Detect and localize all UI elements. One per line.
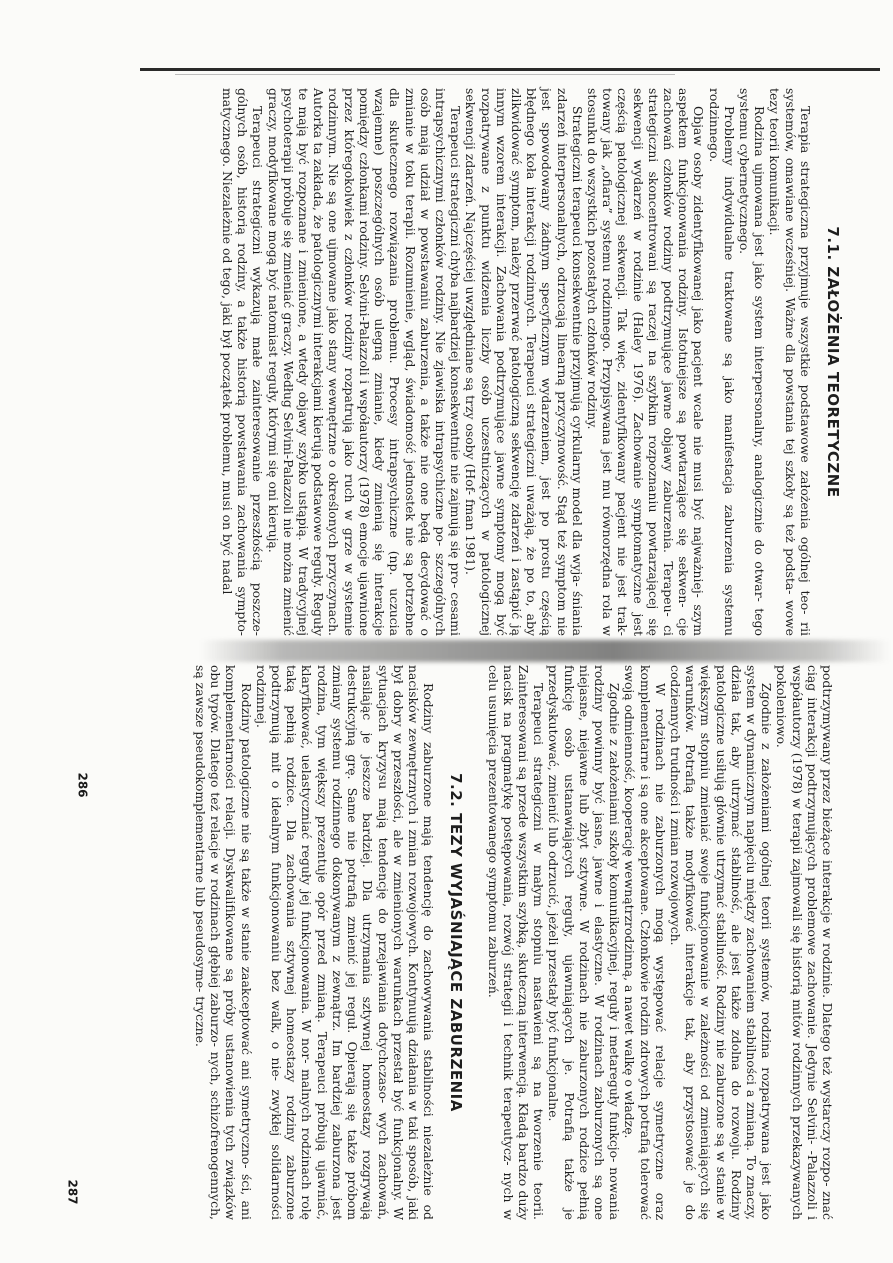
paragraph: Strategiczni terapeuci konsekwentnie przyjmują cyrkularny model dla wyja- śniania zdarzeń interpersonalnych, odrzucają linearną przyczynowość. Stąd też symptom nie jest spowodowany żadnym specyficznym wydarzeniem, jest po prostu częścią błędnego koła interakcji rodzinnych. Terapeuci strategiczni uważają, że po to, aby zlikwidować symptom, należy przerwać patologiczną sekwencję zdarzeń i zastąpić ją innym wzorem interakcji. Zachowania podtrzymujące jawne symptomy mogą być rozpatrywane z punktu widzenia liczby osób uczestniczących w patologicznej sekwencji zdarzeń. Najczęściej uwzględniane są trzy osoby (Hof- fman 1981). [463, 88, 585, 636]
paragraph: Terapia strategiczna przyjmuje wszystkie podstawowe założenia ogólnej teo- rii systemów, omawiane wcześniej. Ważne dla powstania tej szkoły są też podsta- wowe tezy teorii komunikacji. [767, 88, 813, 636]
paragraph: Terapeuci strategiczni wykazują małe zainteresowanie przeszłością poszcze- gólnych osób, historią rodziny, a także historią powstawania zachowania sympto- matycznego. Niezależnie od tego, jaki był początek problemu, musi on być nadal [220, 88, 266, 636]
page-number-287: 287 [65, 1179, 80, 1205]
top-rule [140, 68, 880, 71]
paragraph: Rodziny zaburzone mają tendencję do zachowywania stabilności niezależnie od nacisków zewnętrznych i zmian rozwojowych. Kontynuują działania w taki sposób, jaki był dobry w przeszłości, ale w zmienionych warunkach przestał być funkcjonalny. W sytuacjach kryzysu mają tendencję do przejawiania dotychczaso- wych zachowań, nasilając je jeszcze bardziej. Dla utrzymania sztywnej homeostazy rozgrywają destrukcyjną grę. Same nie potrafią zmienić jej reguł. Opierają się także próbom zmiany systemu rodzinnego dokonywanym z zewnątrz. Im bardziej zaburzona jest rodzina, tym większy prezentuje opór przed zmianą. Terapeuci próbują ujawniać, klaryfikować, uelastyczniać reguły jej funkcjonowania. W nor- malnych rodzinach rolę taką pełnią rodzice. Dla zachowania sztywnej homeostazy rodziny zaburzone podtrzymują mit o idealnym funkcjonowaniu bez walk, o nie- zwykłej solidarności rodzinnej. [253, 665, 437, 1220]
paragraph: Rodziny patologiczne nie są także w stanie zaakceptować ani symetryczno- ści, ani komplementarności relacji. Dyskwalifikowane są próby ustanowienia tych związków obu typów. Dlatego też relacje w rodzinach głębiej zaburzo- nych, schizofrenogennych, są zawsze pseudokomplementarne lub pseudosyme- tryczne. [193, 665, 254, 1220]
paragraph: Terapeuci strategiczni chyba najbardziej konsekwentnie nie zajmują się pro- cesami intrapsychicznymi członków rodziny. Nie zjawiska intrapsychiczne po- szczególnych osób mają udział w powstawaniu zaburzenia, a także nie one będą decydować o zmianie w toku terapii. Rozumienie, wgląd, świadomość jednostek nie są potrzebne dla skutecznego rozwiązania problemu. Procesy intrapsychiczne (np. uczucia wzajemne) poszczególnych osób ulegną zmianie, kiedy zmienią się interakcje pomiędzy członkami rodziny. Selvini-Palazzoli i współautorzy (1978) emocje ujawnione przez któregokolwiek z członków rodziny rozpatrują jako ruch w grze w systemie rodzinnym. Nie są one ujmowane jako stany wewnętrzne o określonych przyczynach. Autorka ta zakłada, że patologicznymi interakcjami kierują podstawowe reguły. Reguły te mają być rozpoznane i zmienione, a wtedy objawy szybko ustąpią. W tradycyjnej psychoterapii próbuje się zmieniać graczy. Według Selvini-Palazzoli nie można zmienić graczy, modyfikowane mogą być natomiast reguły, którymi się oni kierują. [265, 88, 464, 636]
paragraph: Zgodnie z założeniami szkoły komunikacyjnej, reguły i metareguły funkcjo- nowania rodziny powinny być jasne, jawne i elastyczne. W rodzinach zaburzonych są one niejasne, niejawne lub zbyt sztywne. W rodzinach nie zaburzonych rodzice pełnią funkcję osób ustanawiających reguły, ujawniających je. Potrafią także je przedyskutować, zmienić lub odrzucić, jeżeli przestały być funkcjonalne. [546, 665, 623, 1220]
paragraph: Objaw osoby zidentyfikowanej jako pacjent wcale nie musi być najważniej- szym aspektem funkcjonowania rodziny. Istotniejsze są powtarzające się sekwen- cje zachowań członków rodziny podtrzymujące jawne objawy zaburzenia. Terapeu- ci strategiczni skoncentrowani są raczej na szybkim rozpoznaniu powtarzającej się sekwencji wydarzeń w rodzinie (Haley 1976). Zachowanie symptomatyczne jest częścią patologicznej sekwencji. Tak więc, zidentyfikowany pacjent nie jest trak- towany jak „ofiara” systemu rodzinnego. Przypisywana jest mu równorzędna rola w stosunku do wszystkich pozostałych członków rodziny. [584, 88, 707, 636]
section-heading-7-1: 7.1. ZAŁOŻENIA TEORETYCZNE [824, 226, 842, 498]
paragraph: W rodzinach nie zaburzonych mogą występować relacje symetryczne oraz komplementarne i są one akceptowane. Członkowie rodzin zdrowych potrafią tolerować swoją odmienność, kooperację wewnątrzrodzinną, a nawet walkę o władzę. [622, 665, 668, 1220]
paragraph: Terapeuci strategiczni w małym stopniu nastawieni są na tworzenie teorii. Zainteresowani są przede wszystkim szybką, skuteczną interwencją. Kładą bardzo duży nacisk na pragmatykę postępowania, rozwój strategii i technik terapeutycz- nych w celu usunięcia prezentowanego symptomu zaburzeń. [485, 665, 547, 1220]
paragraph: Problemy indywidualne traktowane są jako manifestacja zaburzenia systemu rodzinnego. [706, 88, 737, 636]
paragraph: podtrzymywany przez bieżące interakcje w rodzinie. Dlatego też wystarczy rozpo- znać ciąg interakcji podtrzymujących problemowe zachowanie. Jedynie Selvini- -Palazzoli i współautorzy (1978) w terapii zajmowali się historią mitów rodzinnych przekazywanych pokoleniowo. [774, 665, 835, 1220]
faint-rule [175, 74, 675, 75]
page-286 [150, 88, 840, 636]
paragraph: Rodzina ujmowana jest jako system interpersonalny, analogicznie do otwar- tego systemu cybernetycznego. [736, 88, 768, 636]
book-spine-shadow [200, 640, 890, 662]
paragraph: Zgodnie z założeniami ogólnej teorii systemów, rodzina rozpatrywana jest jako system w dynamicznym napięciu między zachowaniem stabilności a zmianą. To znaczy, działa tak, aby utrzymać stabilność, ale jest także zdolna do rozwoju. Rodziny patologiczne usiłują głównie utrzymać stabilność. Rodziny nie zaburzone są w stanie w większym stopniu zmieniać swoje funkcjonowanie w zależności od zmieniających się warunków. Potrafią także modyfikować interakcje tak, aby przystosować je do codziennych trudności i zmian rozwojowych. [667, 665, 775, 1220]
page-287 [135, 665, 835, 1220]
page-number-286: 286 [75, 772, 90, 798]
section-heading-7-2: 7.2. TEZY WYJAŚNIAJĄCE ZABURZENIA [447, 773, 466, 1112]
